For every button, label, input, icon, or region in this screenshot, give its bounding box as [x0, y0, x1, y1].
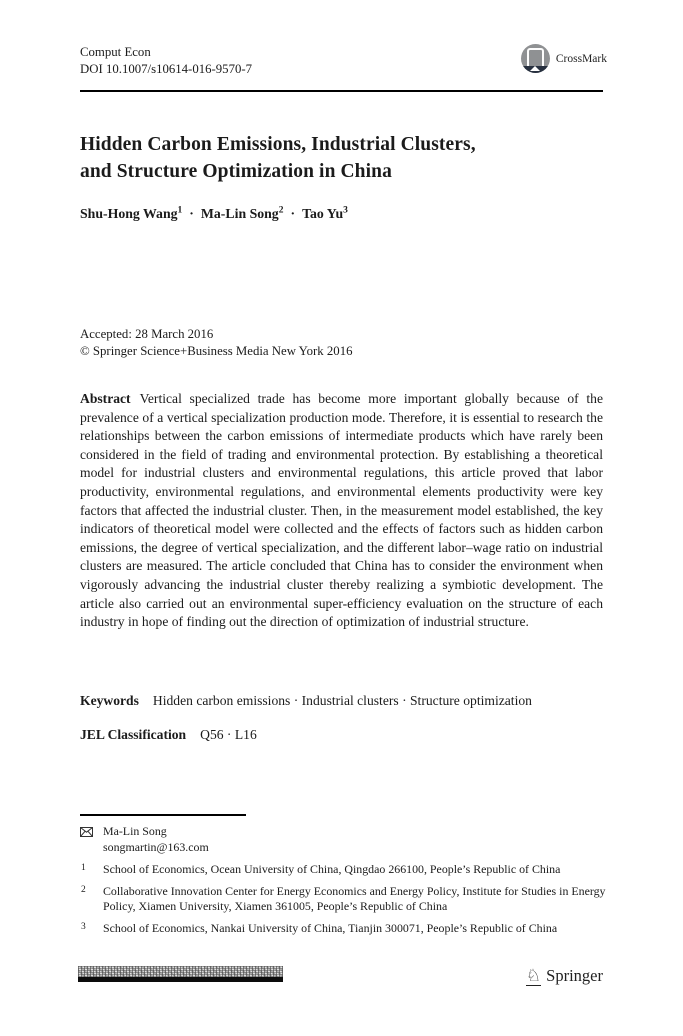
keywords-text: Hidden carbon emissions · Industrial clusters · Structure optimization — [152, 693, 532, 708]
correspondence-block — [80, 824, 209, 855]
affiliation-1-number: 1 — [81, 863, 86, 873]
jel-label: JEL Classification — [80, 727, 187, 742]
scan-noise-band — [78, 966, 283, 977]
springer-knight-icon: ♘ — [525, 965, 542, 985]
title-line-2: and Structure Optimization in China — [80, 161, 392, 182]
affiliation-1 — [80, 862, 608, 878]
title-line-1: Hidden Carbon Emissions, Industrial Clusters, — [80, 134, 476, 155]
affiliation-1-text: School of Economics, Ocean University of China, Qingdao 266100, People’s Republic of China — [103, 862, 561, 876]
corresponding-author-name: Ma-Lin Song — [103, 824, 167, 838]
affiliation-2-number: 2 — [81, 884, 86, 895]
crossmark-icon — [521, 44, 550, 73]
envelope-icon — [80, 824, 103, 855]
corresponding-author-email[interactable]: songmartin@163.com — [103, 839, 209, 854]
crossmark-badge[interactable] — [521, 44, 607, 73]
publisher-logo — [526, 966, 603, 986]
author-1[interactable]: Shu-Hong Wang$^1$ — [80, 205, 183, 221]
crossmark-label: CrossMark — [555, 52, 607, 65]
corresponding-author — [103, 824, 209, 855]
keywords-label: Keywords — [80, 693, 139, 708]
author-2[interactable]: Ma-Lin Song$^2$ — [200, 205, 284, 221]
doi-text[interactable]: DOI 10.1007/s10614-016-9570-7 — [80, 61, 253, 76]
affiliation-3 — [80, 921, 608, 937]
abstract — [80, 390, 603, 632]
affiliation-2 — [80, 884, 608, 915]
affiliation-3-text: School of Economics, Nankai University of China, Tianjin 300071, People’s Republic of China — [103, 920, 558, 935]
affiliation-2-text: Collaborative Innovation Center for Energy Economics and Energy Policy, Institute for Studies in Energy Policy, Xiamen University, Xiamen 361005, People’s Republic of China — [103, 883, 606, 914]
affiliations — [80, 862, 608, 942]
journal-name: Comput Econ — [80, 45, 151, 59]
journal-info — [80, 44, 252, 77]
affiliation-3-number: 3 — [81, 921, 86, 932]
journal-header — [80, 44, 607, 77]
scan-black-bar — [78, 977, 283, 982]
article-title — [80, 131, 603, 185]
author-separator: · — [189, 206, 194, 221]
jel-codes: Q56 · L16 — [200, 727, 257, 742]
copyright-line: © Springer Science+Business Media New York 2016 — [80, 343, 353, 358]
keywords-line — [80, 693, 603, 709]
header-rule — [80, 90, 603, 92]
abstract-text: Vertical specialized trade has become more important globally because of the prevalence of a vertical specialization production mode. Therefore, it is essential to research the relationships between the carbon emissions of intermediate products which have rarely been considered in the field of trading and environmental protection. By establishing a theoretical model for industrial clusters and environmental regulations, this article proved that labor productivity, environmental regulations, and environmental elements productivity were key factors that affected the industrial cluster. Then, in the measurement model established, the key indicators of theoretical model were collected and the effects of factors such as hidden carbon emissions, the degree of vertical specialization, and the different labor–wage ratio on industrial clusters are measured. The article concluded that China has to consider the environment when vigorously advancing the industrial cluster thereby realizing a symbiotic development. The article also carried out an environmental super-efficiency evaluation on the structure of each industry in hope of finding out the direction of optimization of industrial structure. — [80, 391, 603, 630]
accepted-date: Accepted: 28 March 2016 — [80, 327, 214, 341]
publication-history — [80, 326, 353, 360]
author-line — [80, 206, 348, 222]
publisher-name: Springer — [546, 966, 603, 985]
author-3[interactable]: Tao Yu$^3$ — [302, 205, 348, 221]
footnote-rule — [80, 814, 246, 816]
jel-line — [80, 727, 603, 743]
abstract-label: Abstract — [80, 391, 131, 406]
author-separator: · — [290, 206, 296, 221]
